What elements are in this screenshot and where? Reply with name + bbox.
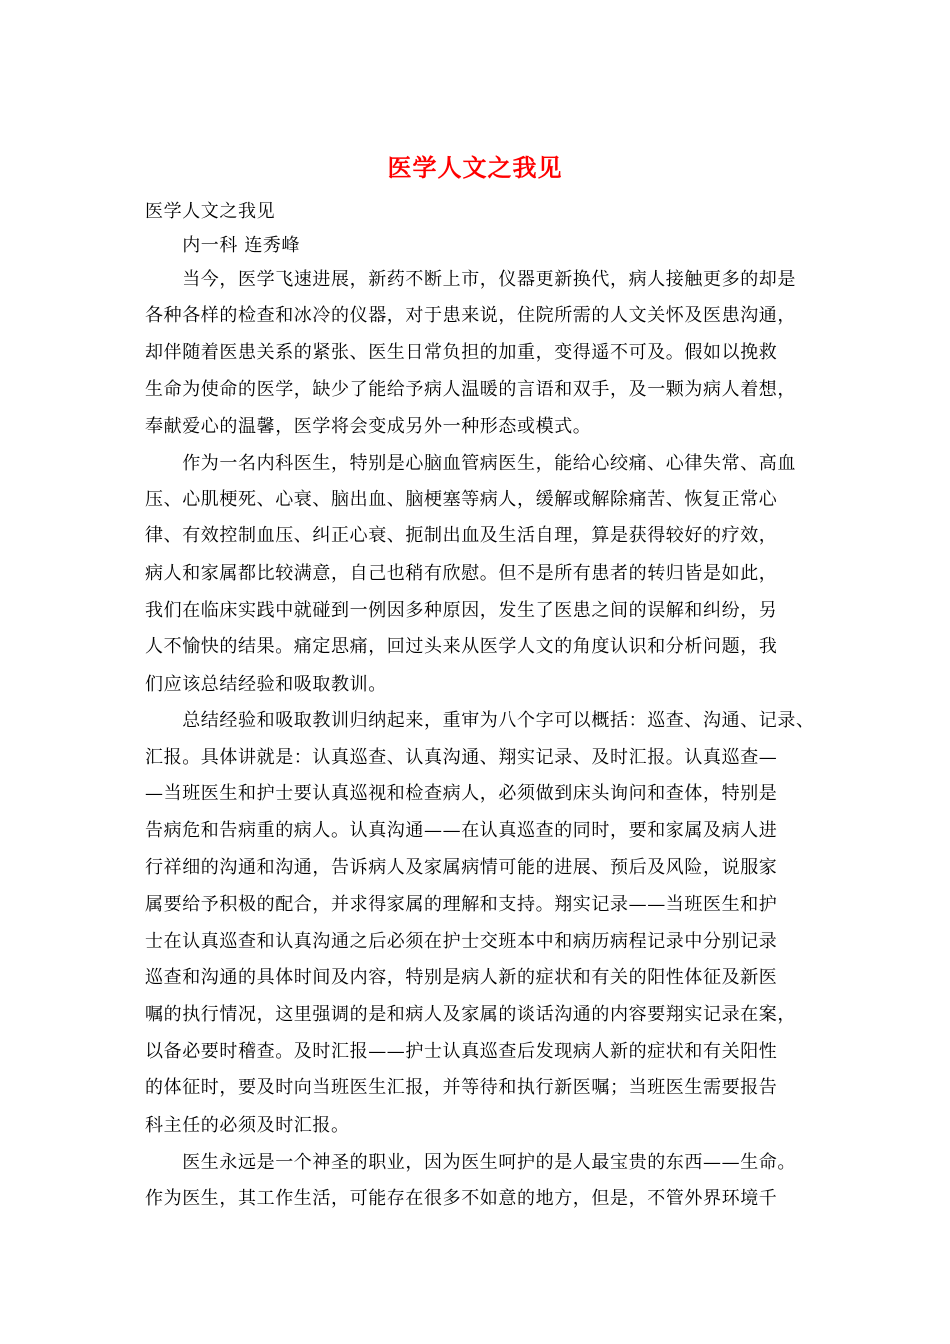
text-line: 压、心肌梗死、心衰、脑出血、脑梗塞等病人，缓解或解除痛苦、恢复正常心 <box>145 489 778 510</box>
text-line: 我们在临床实践中就碰到一例因多种原因，发生了医患之间的误解和纠纷，另 <box>145 600 778 621</box>
text-line: 医学人文之我见 <box>145 201 276 222</box>
text-line: 人不愉快的结果。痛定思痛，回过头来从医学人文的角度认识和分析问题，我 <box>145 636 778 657</box>
text-line: —当班医生和护士要认真巡视和检查病人，必须做到床头询问和查体，特别是 <box>145 783 778 804</box>
text-line: 律、有效控制血压、纠正心衰、扼制出血及生活自理，算是获得较好的疗效， <box>145 525 778 546</box>
text-line: 医生永远是一个神圣的职业，因为医生呵护的是人最宝贵的东西——生命。 <box>145 1152 796 1173</box>
text-line: 属要给予积极的配合，并求得家属的理解和支持。翔实记录——当班医生和护 <box>145 894 778 915</box>
text-line: 科主任的必须及时汇报。 <box>145 1115 350 1136</box>
text-line: 作为一名内科医生，特别是心脑血管病医生，能给心绞痛、心律失常、高血 <box>145 453 796 474</box>
text-line: 当今，医学飞速进展，新药不断上市，仪器更新换代，病人接触更多的却是 <box>145 269 796 290</box>
text-line: 士在认真巡查和认真沟通之后必须在护士交班本中和病历病程记录中分别记录 <box>145 931 778 952</box>
text-line: 嘱的执行情况，这里强调的是和病人及家属的谈话沟通的内容要翔实记录在案， <box>145 1004 796 1025</box>
text-line: 内一科 连秀峰 <box>145 235 301 256</box>
text-line: 告病危和告病重的病人。认真沟通——在认真巡查的同时，要和家属及病人进 <box>145 820 778 841</box>
document-title: 医学人文之我见 <box>387 153 563 182</box>
text-line: 奉献爱心的温馨，医学将会变成另外一种形态或模式。 <box>145 416 592 437</box>
text-line: 们应该总结经验和吸取教训。 <box>145 674 387 695</box>
text-line: 巡查和沟通的具体时间及内容，特别是病人新的症状和有关的阳性体征及新医 <box>145 967 778 988</box>
text-line: 总结经验和吸取教训归纳起来，重审为八个字可以概括：巡查、沟通、记录、 <box>145 710 815 731</box>
text-line: 汇报。具体讲就是：认真巡查、认真沟通、翔实记录、及时汇报。认真巡查— <box>145 747 778 768</box>
text-line: 的体征时，要及时向当班医生汇报，并等待和执行新医嘱；当班医生需要报告 <box>145 1077 778 1098</box>
text-line: 病人和家属都比较满意，自己也稍有欣慰。但不是所有患者的转归皆是如此， <box>145 563 778 584</box>
text-line: 以备必要时稽查。及时汇报——护士认真巡查后发现病人新的症状和有关阳性 <box>145 1041 778 1062</box>
text-line: 作为医生，其工作生活，可能存在很多不如意的地方，但是，不管外界环境千 <box>145 1188 778 1209</box>
text-line: 行祥细的沟通和沟通，告诉病人及家属病情可能的进展、预后及风险，说服家 <box>145 857 778 878</box>
text-line: 生命为使命的医学，缺少了能给予病人温暖的言语和双手，及一颗为病人着想， <box>145 379 796 400</box>
text-line: 却伴随着医患关系的紧张、医生日常负担的加重，变得遥不可及。假如以挽救 <box>145 342 778 363</box>
text-line: 各种各样的检查和冰冷的仪器，对于患来说，住院所需的人文关怀及医患沟通， <box>145 305 796 326</box>
